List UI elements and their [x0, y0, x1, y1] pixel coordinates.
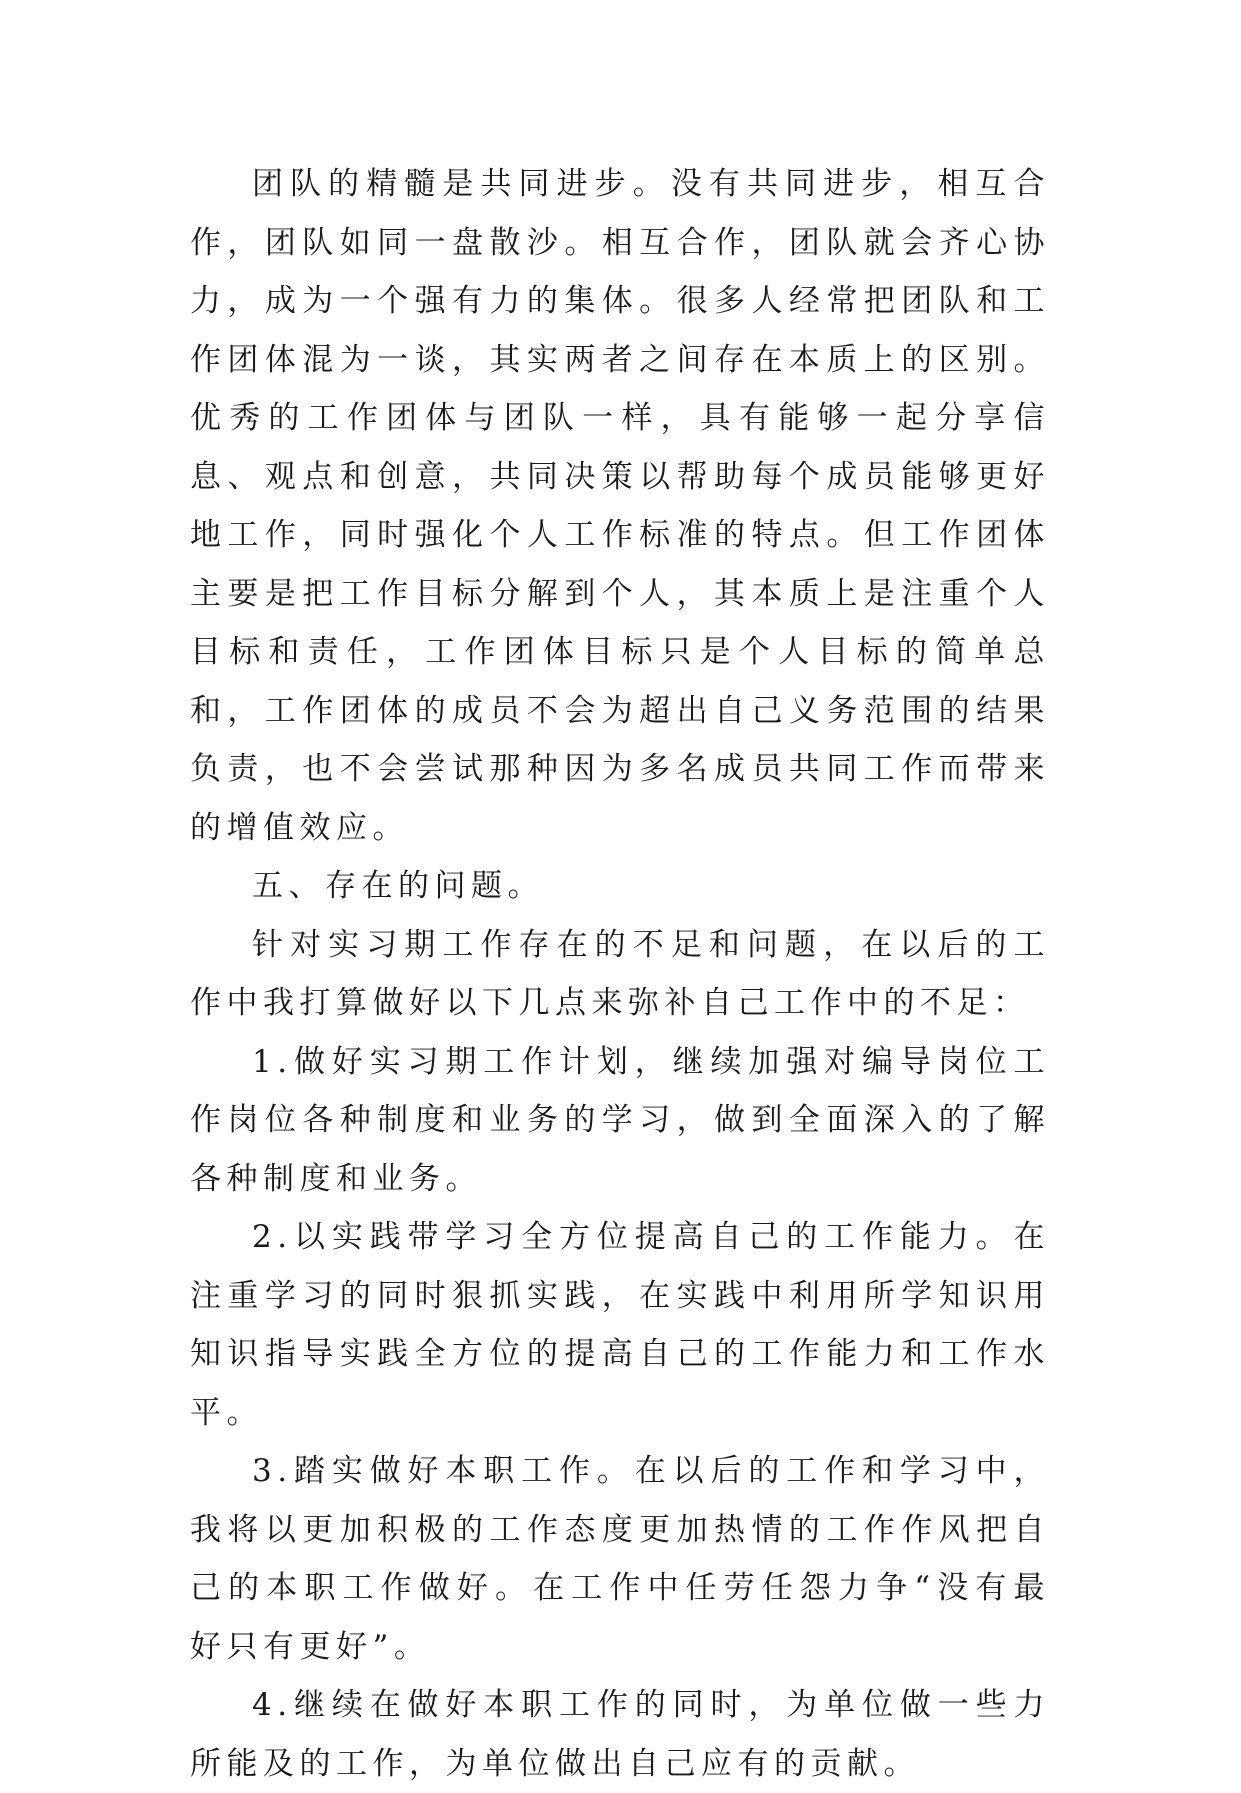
section-heading-problems: 五、存在的问题。 — [252, 868, 544, 904]
list-item-1: 1.做好实习期工作计划，继续加强对编导岗位工作岗位各种制度和业务的学习，做到全面深入的了解各种制度和业务。 — [190, 1043, 1050, 1197]
paragraph-team-essence: 团队的精髓是共同进步。没有共同进步，相互合作，团队如同一盘散沙。相互合作，团队就会齐心协力，成为一个强有力的集体。很多人经常把团队和工作团体混为一谈，其实两者之间存在本质上的区别。优秀的工作团体与团队一样，具有能够一起分享信息、观点和创意，共同决策以帮助每个成员能够更好地工作，同时强化个人工作标准的特点。但工作团体主要是把工作目标分解到个人，其本质上是注重个人目标和责任，工作团体目标只是个人目标的简单总和，工作团体的成员不会为超出自己义务范围的结果负责，也不会尝试那种因为多名成员共同工作而带来的增值效应。 — [190, 166, 1050, 846]
list-item-2: 2.以实践带学习全方位提高自己的工作能力。在注重学习的同时狠抓实践，在实践中利用所学知识用知识指导实践全方位的提高自己的工作能力和工作水平。 — [190, 1219, 1050, 1431]
list-item-3: 3.踏实做好本职工作。在以后的工作和学习中，我将以更加积极的工作态度更加热情的工作作风把自己的本职工作做好。在工作中任劳任怨力争“没有最好只有更好”。 — [190, 1453, 1050, 1665]
paragraph-improvement-intro: 针对实习期工作存在的不足和问题，在以后的工作中我打算做好以下几点来弥补自己工作中的不足： — [190, 926, 1050, 1021]
document-body — [190, 155, 1050, 1793]
list-item-4: 4.继续在做好本职工作的同时，为单位做一些力所能及的工作，为单位做出自己应有的贡献。 — [190, 1687, 1050, 1782]
